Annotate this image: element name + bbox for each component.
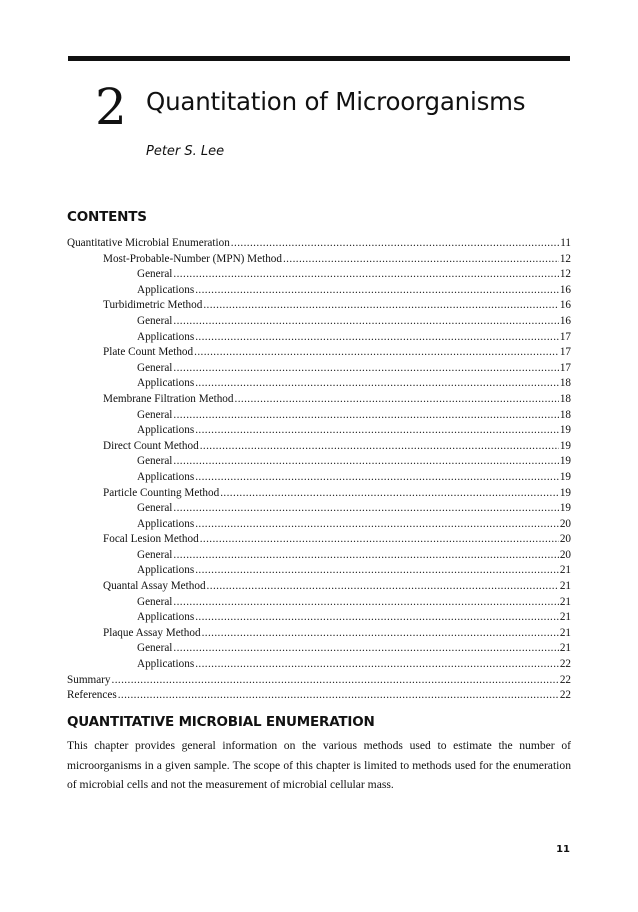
toc-entry (67, 563, 571, 579)
toc-entry (67, 501, 571, 517)
toc-entry-page: 12 (559, 268, 571, 281)
toc-dot-leader (173, 501, 558, 517)
toc-entry-page: 16 (559, 299, 571, 312)
toc-entry (67, 673, 571, 689)
toc-entry (67, 486, 571, 502)
toc-entry-page: 22 (559, 658, 571, 671)
toc-dot-leader (195, 517, 559, 533)
toc-entry-title: Plaque Assay Method (103, 626, 201, 639)
toc-entry-page: 18 (559, 408, 571, 421)
toc-entry (67, 470, 571, 486)
toc-entry-page: 19 (559, 470, 571, 483)
toc-entry (67, 641, 571, 657)
toc-dot-leader (283, 252, 559, 268)
toc-entry-title: Applications (137, 424, 195, 437)
section-paragraph: This chapter provides general information on the various methods used to estimate the number of microorganisms in a given sample. The scope of this chapter is limited to methods used for the enumeration of microbial cells and not the measurement of microbial cellular mass. (67, 739, 571, 791)
toc-dot-leader (173, 454, 558, 470)
toc-entry (67, 626, 571, 642)
toc-dot-leader (195, 657, 559, 673)
toc-entry-page: 19 (559, 455, 571, 468)
toc-entry-page: 19 (559, 486, 571, 499)
toc-entry-page: 22 (559, 689, 571, 702)
toc-dot-leader (173, 595, 558, 611)
toc-dot-leader (202, 626, 559, 642)
toc-entry-title: Applications (137, 470, 195, 483)
toc-entry (67, 298, 571, 314)
toc-entry (67, 330, 571, 346)
toc-entry-title: Applications (137, 377, 195, 390)
toc-entry (67, 657, 571, 673)
toc-entry-page: 21 (559, 580, 571, 593)
chapter-top-rule (68, 56, 570, 61)
toc-entry (67, 236, 571, 252)
chapter-title: Quantitation of Microorganisms (146, 87, 526, 116)
toc-dot-leader (235, 392, 559, 408)
toc-entry (67, 579, 571, 595)
toc-entry-title: Applications (137, 283, 195, 296)
toc-dot-leader (194, 345, 559, 361)
toc-entry (67, 548, 571, 564)
toc-entry (67, 408, 571, 424)
table-of-contents (67, 236, 571, 704)
toc-dot-leader (173, 267, 558, 283)
toc-dot-leader (195, 376, 559, 392)
toc-entry-title: General (137, 455, 173, 468)
toc-entry-title: Applications (137, 564, 195, 577)
toc-entry-title: General (137, 595, 173, 608)
toc-entry-title: Applications (137, 658, 195, 671)
toc-entry-title: Quantitative Microbial Enumeration (67, 237, 230, 249)
toc-entry-title: General (137, 502, 173, 515)
toc-entry-page: 21 (559, 595, 571, 608)
toc-entry-page: 20 (559, 517, 571, 530)
toc-entry-title: Focal Lesion Method (103, 533, 199, 546)
toc-dot-leader (195, 563, 559, 579)
toc-entry-title: Quantal Assay Method (103, 580, 206, 593)
section-heading: QUANTITATIVE MICROBIAL ENUMERATION (67, 714, 375, 730)
toc-entry-page: 21 (559, 564, 571, 577)
toc-dot-leader (173, 361, 558, 377)
toc-entry-title: General (137, 361, 173, 374)
toc-entry-page: 20 (559, 548, 571, 561)
toc-entry-page: 16 (559, 283, 571, 296)
toc-dot-leader (195, 610, 559, 626)
toc-entry-title: Turbidimetric Method (103, 299, 203, 312)
toc-entry-title: Applications (137, 611, 195, 624)
toc-dot-leader (207, 579, 559, 595)
toc-entry-title: General (137, 548, 173, 561)
toc-entry (67, 439, 571, 455)
toc-entry-page: 22 (559, 673, 571, 686)
toc-dot-leader (195, 470, 559, 486)
toc-dot-leader (220, 486, 559, 502)
toc-entry-page: 20 (559, 533, 571, 546)
toc-entry-title: Plate Count Method (103, 346, 194, 359)
toc-entry-title: General (137, 268, 173, 281)
toc-entry (67, 532, 571, 548)
toc-entry-page: 18 (559, 377, 571, 390)
toc-entry-title: General (137, 408, 173, 421)
page-number: 11 (556, 844, 570, 855)
toc-entry-title: Applications (137, 330, 195, 343)
toc-entry-title: References (67, 689, 117, 702)
toc-entry (67, 688, 571, 704)
toc-entry-page: 11 (560, 237, 571, 249)
toc-entry (67, 267, 571, 283)
toc-dot-leader (231, 236, 559, 252)
toc-entry-page: 21 (559, 611, 571, 624)
toc-entry-title: Direct Count Method (103, 439, 199, 452)
toc-entry (67, 423, 571, 439)
toc-dot-leader (200, 439, 559, 455)
toc-entry (67, 252, 571, 268)
toc-entry (67, 376, 571, 392)
toc-entry-title: Membrane Filtration Method (103, 392, 234, 405)
toc-entry-page: 19 (559, 502, 571, 515)
toc-entry-title: Most-Probable-Number (MPN) Method (103, 252, 282, 265)
toc-entry (67, 361, 571, 377)
toc-dot-leader (173, 314, 558, 330)
chapter-author: Peter S. Lee (146, 144, 225, 159)
toc-entry (67, 517, 571, 533)
toc-entry-page: 12 (559, 252, 571, 265)
toc-entry-title: General (137, 314, 173, 327)
toc-dot-leader (195, 330, 559, 346)
toc-entry-page: 17 (559, 346, 571, 359)
toc-dot-leader (195, 423, 559, 439)
toc-dot-leader (173, 548, 558, 564)
toc-entry-title: Applications (137, 517, 195, 530)
toc-entry-title: Summary (67, 673, 111, 686)
toc-entry-page: 18 (559, 392, 571, 405)
toc-dot-leader (195, 283, 559, 299)
toc-entry (67, 345, 571, 361)
toc-entry (67, 392, 571, 408)
toc-entry (67, 595, 571, 611)
toc-dot-leader (112, 673, 559, 689)
toc-entry (67, 283, 571, 299)
toc-entry (67, 454, 571, 470)
toc-entry-page: 21 (559, 626, 571, 639)
chapter-number: 2 (95, 78, 127, 136)
contents-heading: CONTENTS (67, 209, 147, 225)
toc-entry (67, 314, 571, 330)
toc-entry-page: 17 (559, 361, 571, 374)
toc-entry-page: 17 (559, 330, 571, 343)
toc-entry-page: 19 (559, 424, 571, 437)
toc-entry (67, 610, 571, 626)
toc-entry-title: Particle Counting Method (103, 486, 220, 499)
toc-dot-leader (200, 532, 559, 548)
toc-dot-leader (173, 641, 558, 657)
toc-entry-page: 21 (559, 642, 571, 655)
toc-dot-leader (118, 688, 559, 704)
toc-entry-title: General (137, 642, 173, 655)
toc-dot-leader (203, 298, 558, 314)
toc-entry-page: 16 (559, 314, 571, 327)
toc-entry-page: 19 (559, 439, 571, 452)
toc-dot-leader (173, 408, 558, 424)
